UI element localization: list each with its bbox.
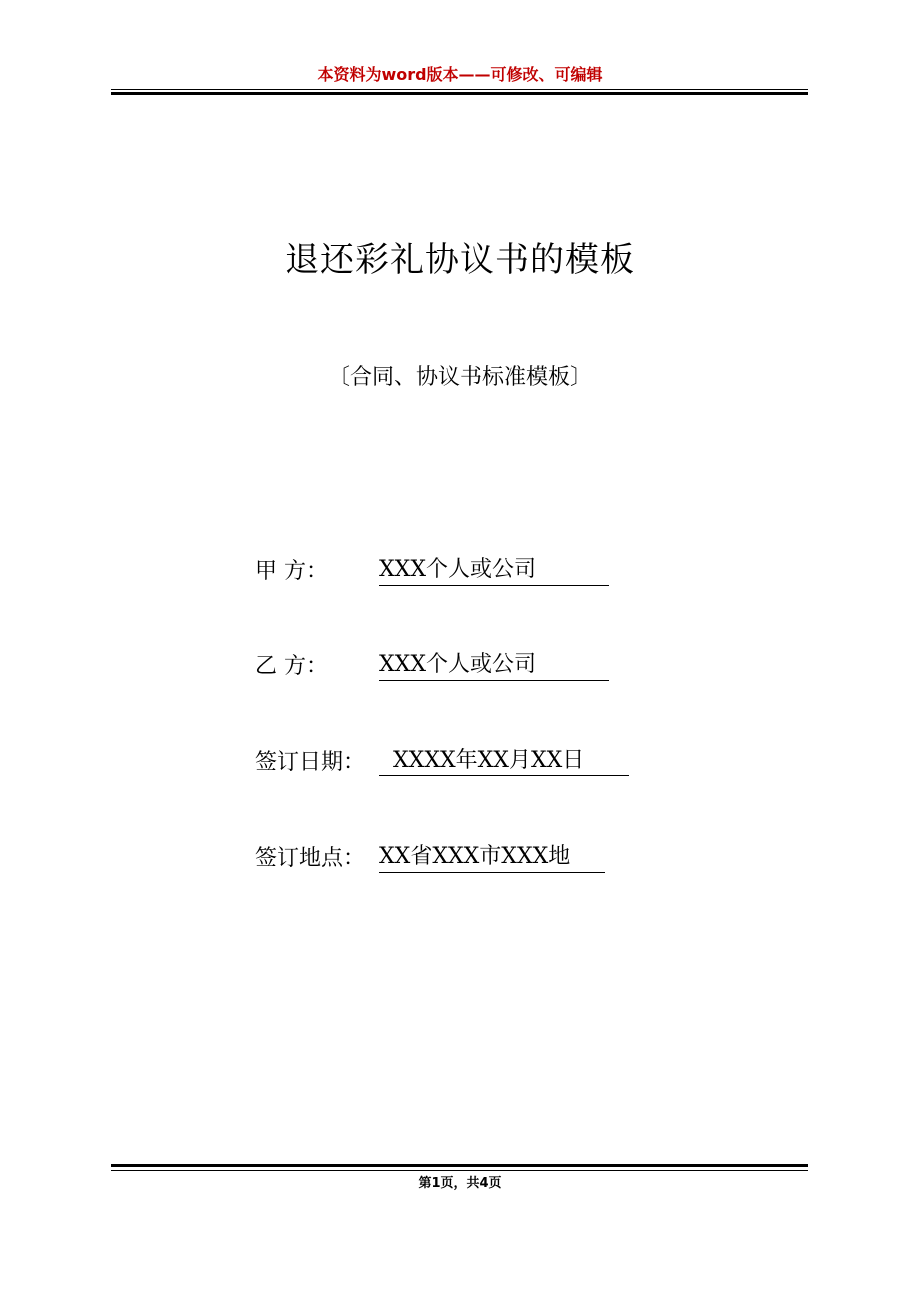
party-a-field [255,555,609,589]
party-a-label-first: 甲 [255,559,278,584]
party-a-label [255,555,379,589]
footer-rule-thin [111,1170,808,1171]
header-note: 本资料为word版本——可修改、可编辑 [317,65,603,84]
party-b-label-last: 方： [284,654,329,679]
document-title: 退还彩礼协议书的模板 [285,240,635,280]
sign-date-field [255,746,629,780]
header-rule-thick [111,92,808,95]
party-b-field [255,650,609,684]
sign-place-label: 签订地点： [255,846,366,871]
footer-rule-thick [111,1164,808,1167]
party-b-value: XXX个人或公司 [379,650,609,681]
sign-place-field [255,842,605,876]
sign-date-label: 签订日期： [255,750,366,775]
party-b-label [255,650,379,684]
party-b-label-first: 乙 [255,654,278,679]
header-rule-thin [111,89,808,90]
sign-date-value: XXXX年XX月XX日 [379,746,629,776]
party-a-value: XXX个人或公司 [379,555,609,586]
page-number: 第1页，共4页 [418,1176,502,1191]
sign-place-value: XX省XXX市XXX地 [379,842,605,873]
party-a-label-last: 方： [284,559,329,584]
document-subtitle: 〔合同、协议书标准模板〕 [327,365,592,390]
